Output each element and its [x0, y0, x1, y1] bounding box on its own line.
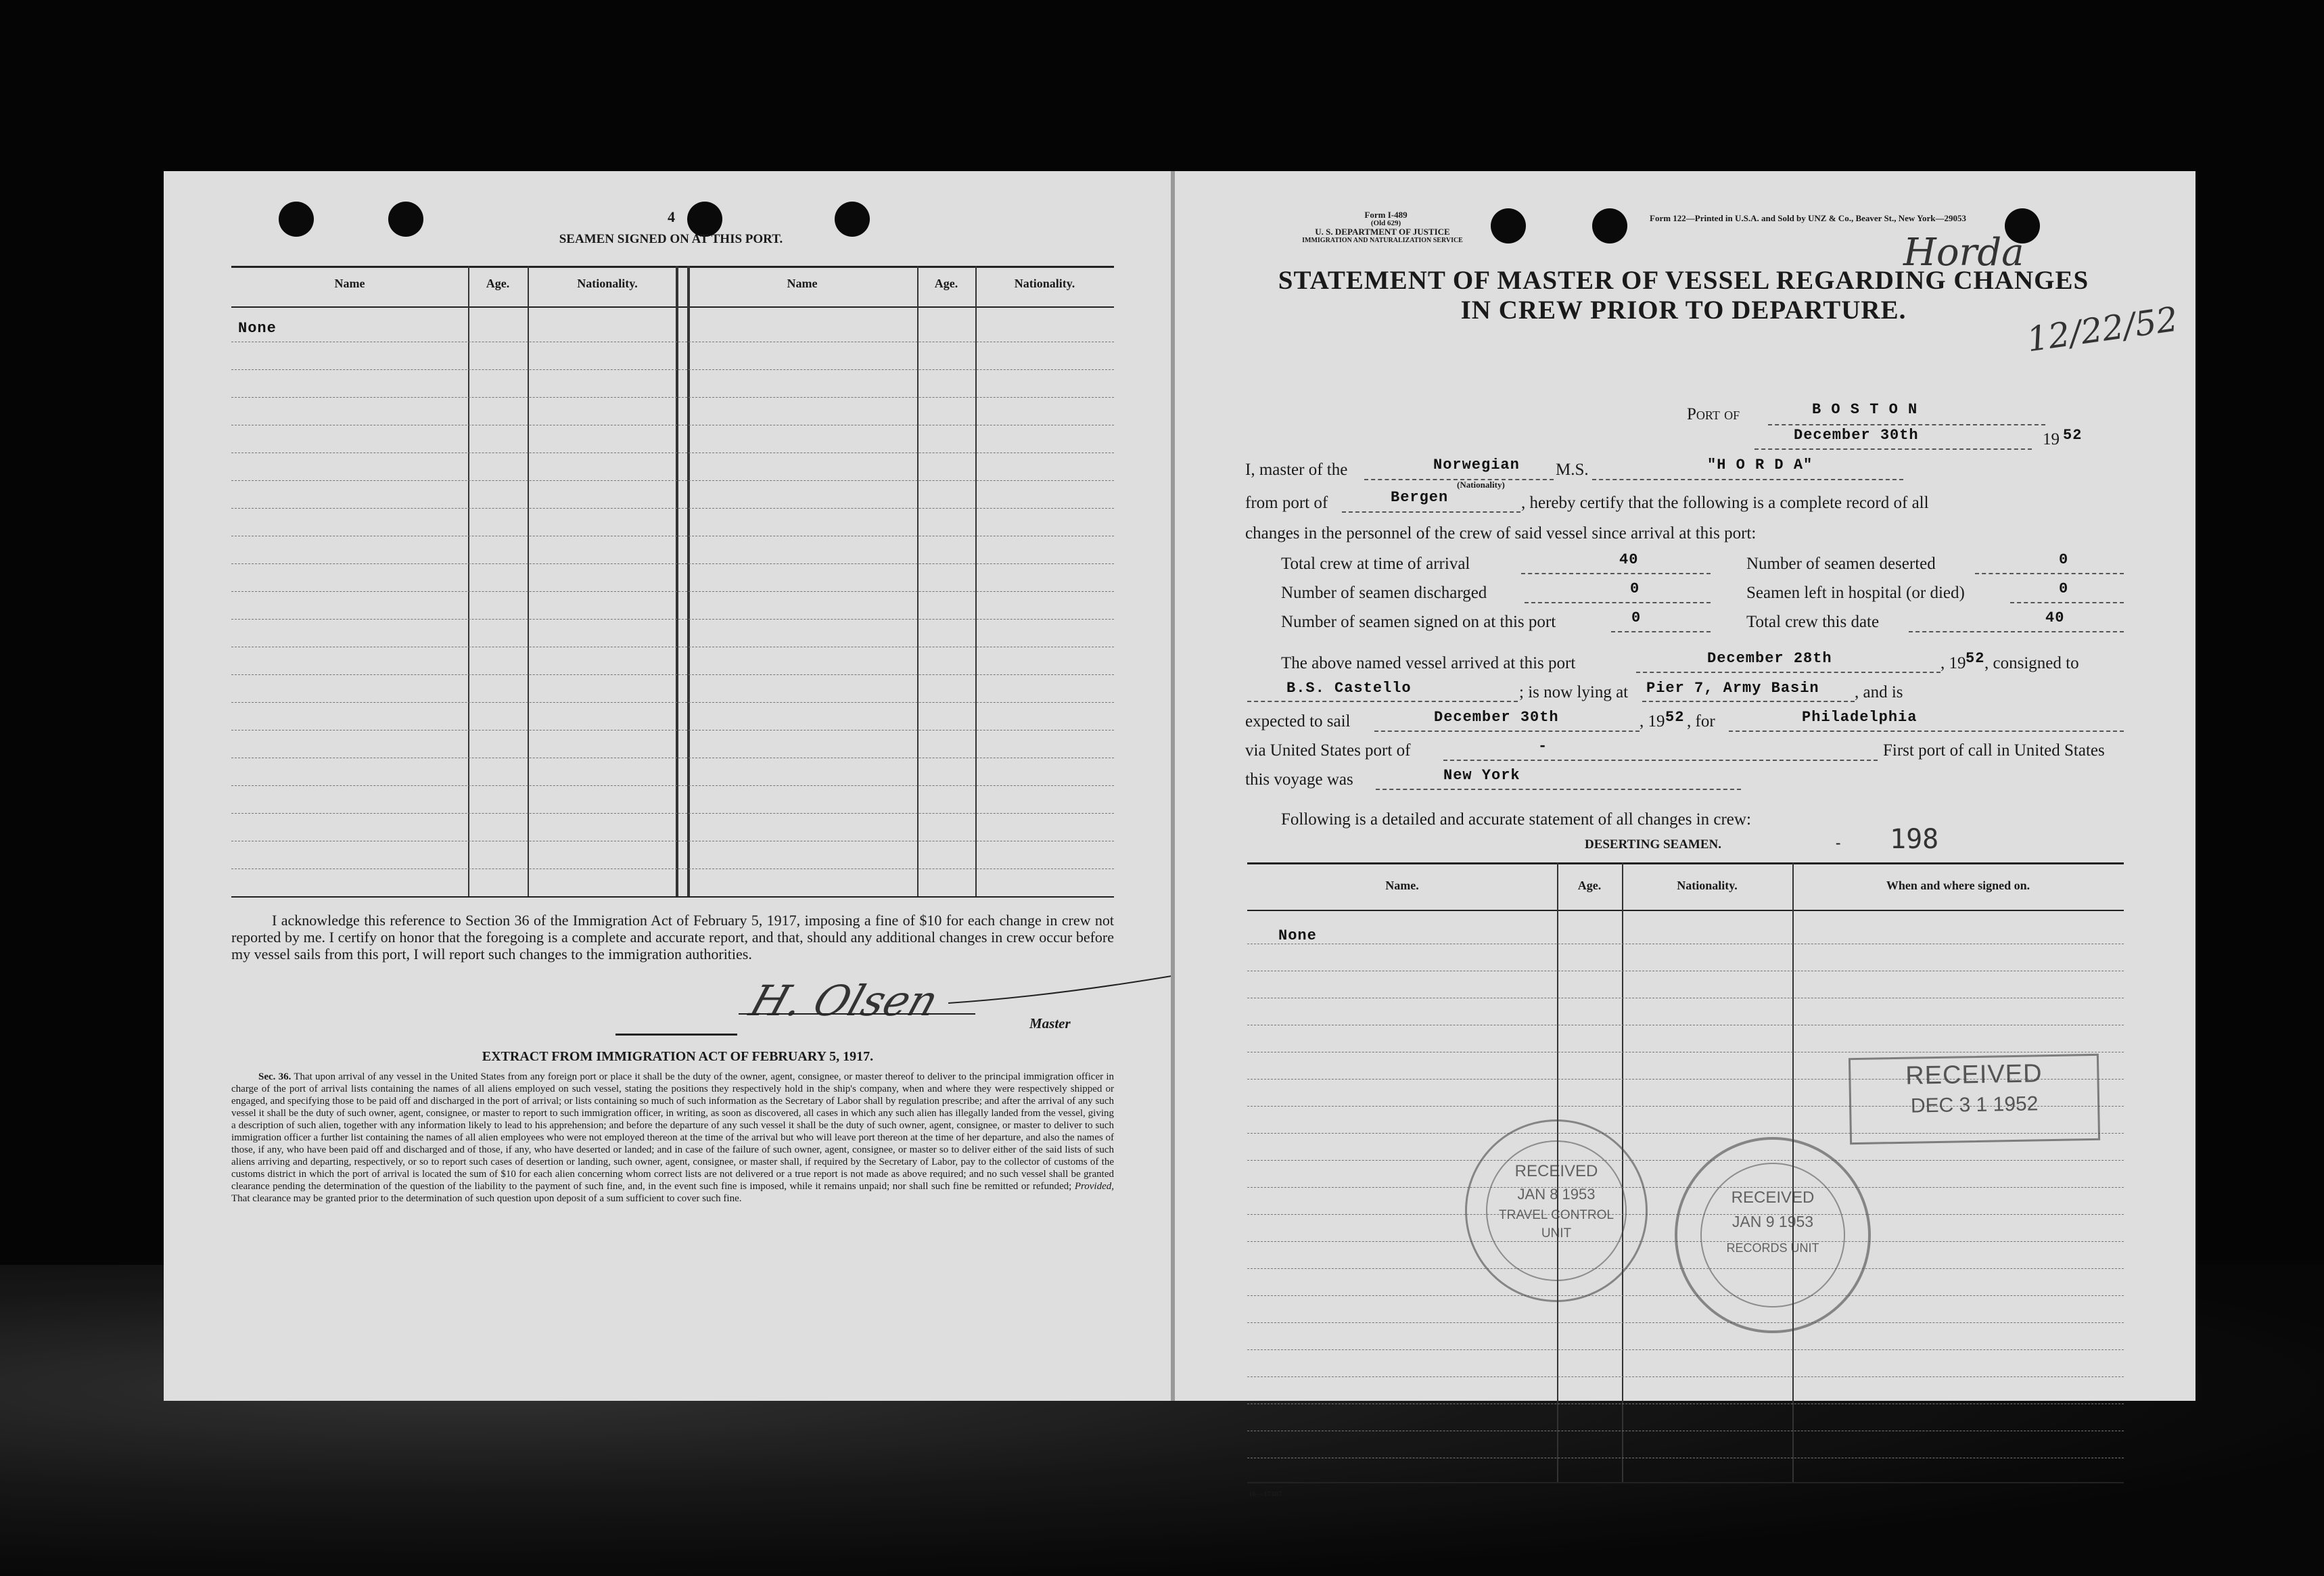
column-divider: [468, 266, 469, 896]
right-page: [1173, 171, 2195, 1498]
via-label: via United States port of: [1245, 741, 1411, 760]
stat-value: 40: [1619, 551, 1639, 568]
col-header-nationality: Nationality.: [577, 277, 638, 290]
nationality-value: Norwegian: [1433, 457, 1520, 473]
table-row-rule: [231, 508, 1114, 509]
table-row-rule: [231, 785, 1114, 786]
following-text: Following is a detailed and accurate statement of all changes in crew:: [1281, 810, 1751, 829]
arrived-value: December 28th: [1707, 650, 1832, 667]
signature-line: [739, 1013, 975, 1015]
title-line-1: STATEMENT OF MASTER OF VESSEL REGARDING CHANGES: [1278, 266, 2089, 295]
and-is: , and is: [1855, 683, 1903, 701]
stat-line: [1611, 631, 1711, 632]
voyage-label: this voyage was: [1245, 770, 1353, 789]
expected-line: [1374, 731, 1640, 732]
handwritten-number: 198: [1890, 824, 1939, 855]
table-row-rule: [231, 480, 1114, 481]
stat-value: 0: [2059, 580, 2069, 597]
service: IMMIGRATION AND NATURALIZATION SERVICE: [1302, 237, 1463, 244]
stamp-date: JAN 9 1953: [1732, 1213, 1814, 1230]
left-page: [164, 171, 1173, 1401]
col-header-nationality: Nationality.: [1014, 277, 1075, 290]
stamp-date: JAN 8 1953: [1517, 1186, 1596, 1203]
table-row-rule: [231, 868, 1114, 869]
table-bottom-rule: [1247, 1482, 2124, 1483]
for-line: [1729, 731, 2124, 732]
nationality-caption: (Nationality): [1457, 480, 1505, 490]
table-row-rule: [231, 591, 1114, 592]
master-signature: H. Olsen: [744, 976, 945, 1025]
column-divider: [687, 266, 690, 896]
deserting-title: DESERTING SEAMEN.: [1584, 837, 1722, 852]
seaman-entry: None: [238, 320, 277, 337]
stat-label: Total crew this date: [1746, 613, 1880, 631]
for-value: Philadelphia: [1802, 709, 1918, 726]
table-top-rule: [1247, 862, 2124, 864]
stat-label: Number of seamen signed on at this port: [1281, 613, 1556, 631]
table-top-rule: [231, 266, 1114, 268]
table-row-rule: [1247, 1160, 2124, 1161]
form-number: Form I-489: [1364, 210, 1408, 220]
table-row-rule: [1247, 1322, 2124, 1323]
deserter-entry: None: [1278, 927, 1317, 944]
stamp-text: RECEIVED: [1731, 1188, 1815, 1207]
table-row-rule: [231, 369, 1114, 370]
certify-text: , hereby certify that the following is a complete record of all: [1521, 494, 1929, 512]
acknowledgement-text: I acknowledge this reference to Section 36 of the Immigration Act of February 5, 1917, imposing a fine of $10 for each change in crew not reported by me. I certify on honor that the foregoing is a complete and accurate report, and that, should any additional changes in crew occur before my vessel sails from this port, I will report such changes to the immigration authorities.: [231, 912, 1114, 963]
table-row-rule: [231, 730, 1114, 731]
vessel-name-line: [1592, 479, 1903, 480]
column-divider: [917, 266, 919, 896]
via-line: [1443, 760, 1878, 761]
divider-rule: [615, 1034, 737, 1036]
stat-label: Number of seamen deserted: [1746, 555, 1936, 573]
title-line-2: IN CREW PRIOR TO DEPARTURE.: [1460, 296, 1907, 325]
stamp-text: RECEIVED: [1905, 1059, 2043, 1090]
extract-text: That upon arrival of any vessel in the United States from any foreign port or place it shall be the duty of the owner, agent, consignee, or master thereof to deliver to the principal immigration officer in charge of the port of arrival lists containing the names of all aliens employed on such vessel, stating the positions they respectively hold in the ship's company, when and where they were respectively shipped or engaged, and specifying those to be paid off and discharged in the port of arrival; or lists containing so much of such information as the Secretary of Labor shall by regulation prescribe; and after the arrival of any such vessel it shall be the duty of such owner, agent, consignee, or master to report to such immigration officer, in writing, as soon as discovered, all cases in which any such alien has illegally landed from the vessel, giving a description of such alien, together with any information likely to lead to his apprehension; and before the departure of any such vessel it shall be the duty of such owner, agent, consignee, or master to deliver to such immigration officer a further list containing the names of all alien employees who were not employed thereon at the time of the arrival but who will leave port thereon at the time of her departure, and also the names of those, if any, who have been paid off and discharged and of those, if any, who have deserted or landed; and in case of the failure of such owner, agent, consignee, or master so to deliver either of the said lists of such aliens arriving and departing, respectively, or so to report such cases of desertion or landing, such owner, agent, consignee, or master shall, if required by the Secretary of Labor, pay to the collector of customs of the customs district in which the port of arrival is located the sum of $10 for each alien concerning whom correct lists are not delivered or a true report is not made as above required; and no such vessel shall be granted clearance pending the determination of the question of the liability to the payment of such fine, and, in the event such fine is imposed, while it remains unpaid; nor shall such fine be remitted or refunded;: [231, 1071, 1114, 1192]
expected-value: December 30th: [1434, 709, 1559, 726]
stat-line: [1525, 602, 1711, 603]
printer-note: Form 122—Printed in U.S.A. and Sold by UNZ & Co., Beaver St., New York—29053: [1650, 213, 1967, 223]
table-row-rule: [1247, 1295, 2124, 1296]
from-port-label: from port of: [1245, 494, 1328, 512]
from-port-value: Bergen: [1391, 489, 1449, 506]
for-label: , for: [1687, 712, 1715, 731]
table-bottom-rule: [231, 896, 1114, 898]
section-title: SEAMEN SIGNED ON AT THIS PORT.: [559, 232, 783, 246]
table-row-rule: [231, 563, 1114, 564]
consigned-label: , consigned to: [1984, 654, 2079, 672]
expected-label: expected to sail: [1245, 712, 1351, 731]
first-port-label: First port of call in United States: [1883, 741, 2105, 760]
header-rule: [231, 306, 1114, 308]
master-label: I, master of the: [1245, 461, 1348, 479]
lying-line: [1642, 701, 1855, 702]
deserting-mark: -: [1836, 834, 1841, 851]
col-header-signed-on: When and where signed on.: [1886, 879, 2030, 892]
punch-hole: [279, 202, 314, 237]
records-unit-stamp: [1675, 1137, 1871, 1333]
date-value: December 30th: [1794, 427, 1919, 444]
table-row-rule: [1247, 1349, 2124, 1350]
stamp-text: RECORDS UNIT: [1726, 1241, 1819, 1255]
column-divider: [676, 266, 678, 896]
stamp-text: TRAVEL CONTROL: [1499, 1208, 1614, 1222]
col-header-nationality: Nationality.: [1677, 879, 1738, 892]
voyage-line: [1376, 789, 1741, 790]
stamp-date: DEC 3 1 1952: [1910, 1092, 2039, 1117]
col-header-age: Age.: [486, 277, 510, 290]
stat-label: Seamen left in hospital (or died): [1746, 584, 1965, 602]
vessel-type: M.S.: [1556, 461, 1589, 479]
extract-lead: Sec. 36.: [258, 1071, 292, 1082]
stat-label: Total crew at time of arrival: [1281, 555, 1470, 573]
col-header-age: Age.: [934, 277, 958, 290]
handwritten-date: 12/22/52: [2024, 299, 2181, 360]
page-gutter: [1171, 171, 1175, 1401]
vessel-name: "H O R D A": [1707, 457, 1813, 473]
stat-label: Number of seamen discharged: [1281, 584, 1487, 602]
stamp-text: UNIT: [1541, 1226, 1572, 1241]
department: U. S. DEPARTMENT OF JUSTICE: [1315, 227, 1450, 237]
extract-title: EXTRACT FROM IMMIGRATION ACT OF FEBRUARY 5, 1917.: [482, 1049, 874, 1064]
stat-line: [2010, 602, 2124, 603]
column-divider: [528, 266, 529, 896]
header-rule: [1247, 910, 2124, 911]
expected-year-prefix: , 19: [1640, 712, 1665, 731]
punch-hole: [388, 202, 423, 237]
form-old: (Old 629): [1370, 219, 1401, 227]
form-title: [1240, 266, 2127, 325]
arrived-year: 52: [1966, 650, 1985, 667]
col-header-name: Name: [334, 277, 365, 290]
stat-line: [1521, 573, 1711, 574]
signature-caption: Master: [1029, 1015, 1071, 1032]
page-number: 4: [668, 208, 675, 225]
table-row-rule: [231, 619, 1114, 620]
date-year-prefix: 19: [2043, 430, 2060, 448]
stat-value: 0: [2059, 551, 2069, 568]
table-row-rule: [1247, 1376, 2124, 1377]
table-row-rule: [1247, 1187, 2124, 1188]
changes-text: changes in the personnel of the crew of said vessel since arrival at this port:: [1245, 524, 1757, 542]
table-row-rule: [231, 674, 1114, 675]
stamp-text: RECEIVED: [1514, 1162, 1598, 1180]
date-line: [1754, 448, 2032, 450]
consignee-line: [1247, 701, 1518, 702]
table-row-rule: [231, 702, 1114, 703]
stat-value: 40: [2045, 609, 2065, 626]
received-stamp-rect: [1849, 1054, 2100, 1144]
port-line: [1768, 424, 2045, 425]
handwritten-vessel-name: Horda: [1903, 231, 2024, 275]
table-row-rule: [231, 397, 1114, 398]
extract-provided: Provided,: [1074, 1181, 1114, 1192]
consignee: B.S. Castello: [1286, 680, 1412, 697]
footer-code: 16—17387: [1249, 1490, 1282, 1498]
punch-hole: [1592, 208, 1627, 244]
via-value: -: [1538, 738, 1548, 755]
lying-label: ; is now lying at: [1519, 683, 1629, 701]
travel-control-stamp: [1465, 1119, 1648, 1302]
col-header-age: Age.: [1577, 879, 1602, 892]
date-year: 52: [2063, 427, 2083, 444]
signature-flourish: [948, 969, 1178, 1010]
arrived-line: [1636, 672, 1940, 673]
extract-body: [231, 1071, 1114, 1205]
col-header-name: Name.: [1385, 879, 1419, 892]
from-port-line: [1342, 511, 1520, 513]
expected-year: 52: [1665, 709, 1685, 726]
table-row-rule: [231, 813, 1114, 814]
stat-value: 0: [1630, 580, 1640, 597]
stat-line: [1909, 631, 2124, 632]
lying-value: Pier 7, Army Basin: [1646, 680, 1819, 697]
arrived-year-prefix: , 19: [1940, 654, 1966, 672]
voyage-value: New York: [1443, 767, 1520, 784]
extract-tail: That clearance may be granted prior to the determination of such question upon deposit of a sum sufficient to cover such fine.: [231, 1193, 742, 1204]
column-divider: [975, 266, 977, 896]
port-label: Port of: [1687, 405, 1740, 423]
stat-value: 0: [1631, 609, 1642, 626]
port-value: B O S T O N: [1812, 401, 1918, 418]
stat-line: [1975, 573, 2124, 574]
arrived-label: The above named vessel arrived at this port: [1281, 654, 1576, 672]
col-header-name: Name: [787, 277, 818, 290]
